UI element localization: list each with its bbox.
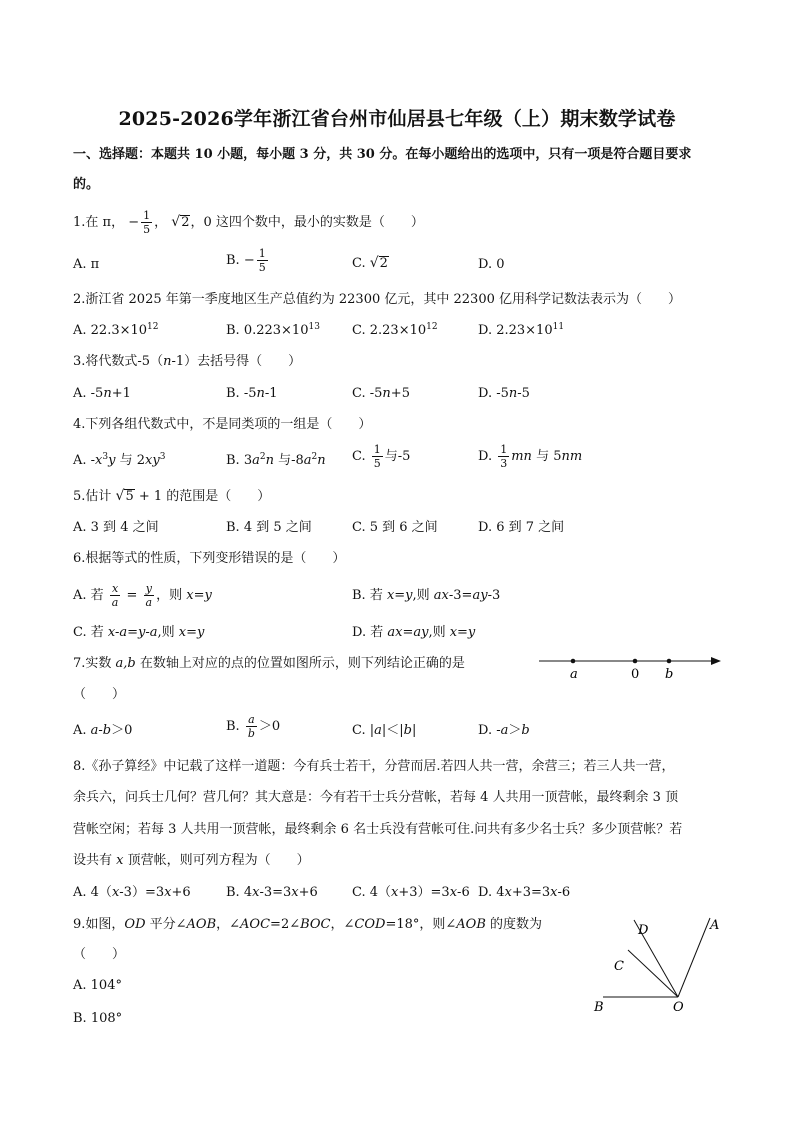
q9-option-b[interactable]: B. 108° bbox=[73, 1011, 123, 1026]
q4-a-xy: xy bbox=[145, 453, 160, 468]
q3-a-a: A. -5 bbox=[73, 386, 104, 401]
q2-c-exp: 12 bbox=[426, 322, 438, 332]
q7-answer-paren: （ ） bbox=[73, 687, 126, 702]
q9-text-e: ，∠ bbox=[330, 917, 355, 932]
q7-option-d[interactable] bbox=[478, 722, 530, 740]
q7-c-a: C. | bbox=[352, 723, 375, 738]
q7-d-b: ＞ bbox=[508, 723, 522, 738]
q1-text-a: 1.在 π， bbox=[73, 215, 129, 230]
q2-option-c[interactable] bbox=[352, 322, 438, 340]
q9-text-c: ，∠ bbox=[216, 917, 241, 932]
q7-b-num: a bbox=[246, 714, 257, 727]
q6-d-c: x=y bbox=[449, 625, 476, 640]
q8-c-a: C. 4（ bbox=[352, 885, 392, 900]
q3-text-a: 3.将代数式-5（ bbox=[73, 354, 164, 369]
q4-c-b: 与-5 bbox=[384, 449, 411, 464]
q6-a-d2: a bbox=[145, 596, 153, 609]
q2-option-a[interactable] bbox=[73, 322, 159, 340]
q1-sqrt: √2 bbox=[171, 214, 190, 230]
q6-option-a[interactable] bbox=[73, 583, 212, 608]
q4-d-mid: 与 5 bbox=[531, 449, 562, 464]
q6-a-d1: a bbox=[111, 596, 119, 609]
q7-option-b[interactable] bbox=[226, 714, 280, 739]
q8-b-c: +6 bbox=[298, 885, 318, 900]
section-1-instructions bbox=[73, 146, 691, 164]
q4-a-e1: 3 bbox=[102, 452, 109, 462]
q6-a-n2: y bbox=[144, 583, 155, 596]
q1-fraction bbox=[141, 210, 152, 235]
q2-b-exp: 13 bbox=[308, 322, 320, 332]
q6-a-b: ，则 bbox=[156, 588, 187, 603]
section-1-line-1: 一、选择题：本题共 10 小题，每小题 3 分，共 30 分。在每小题给出的选项中，只有一项是符合题目要求 bbox=[73, 147, 692, 162]
q4-b-e: 2 bbox=[259, 452, 266, 462]
q4-c-fraction bbox=[372, 444, 383, 469]
q1-frac-den: 5 bbox=[143, 223, 151, 236]
q6-a-a: A. 若 bbox=[73, 588, 108, 603]
q4-option-c[interactable] bbox=[352, 444, 410, 469]
q7-text-a: 7.实数 bbox=[73, 656, 116, 671]
point-a bbox=[571, 659, 576, 664]
ray-oa bbox=[678, 918, 710, 997]
q3-text-b: -1）去括号得（ ） bbox=[171, 354, 302, 369]
q7-c-c: | bbox=[412, 723, 417, 738]
q8-option-c[interactable] bbox=[352, 884, 470, 902]
q8-d-a: D. 4 bbox=[478, 885, 505, 900]
label-b: B bbox=[594, 1000, 604, 1015]
q2-c-base: C. 2.23×10 bbox=[352, 323, 427, 338]
q1-option-d[interactable]: D. 0 bbox=[478, 257, 505, 272]
label-o: O bbox=[673, 1000, 684, 1015]
q8-option-b[interactable] bbox=[226, 884, 318, 902]
q8-a-b: -3）=3 bbox=[119, 885, 165, 900]
q7-b-den: b bbox=[247, 727, 255, 740]
q1-option-c[interactable] bbox=[352, 254, 389, 273]
q2-d-exp: 11 bbox=[552, 322, 565, 332]
q6-c-c: x=y bbox=[178, 625, 205, 640]
q9-angle-figure bbox=[588, 910, 728, 1020]
q1-b-fraction bbox=[257, 248, 268, 273]
label-b: b bbox=[665, 667, 674, 682]
q6-option-c[interactable] bbox=[73, 624, 204, 642]
number-line-arrow bbox=[711, 657, 721, 665]
point-b bbox=[667, 659, 672, 664]
q7-c-v1: a bbox=[374, 723, 382, 738]
label-d: D bbox=[638, 923, 649, 938]
q4-a-x: x bbox=[95, 453, 103, 468]
q6-b-v: x=y bbox=[386, 588, 413, 603]
q8-c-v2: x bbox=[449, 885, 458, 900]
q8-l4-v: x bbox=[116, 853, 124, 868]
q1-c-sqrt-arg: 2 bbox=[379, 256, 388, 271]
q1-b-num: 1 bbox=[258, 247, 266, 260]
q1-frac-num: 1 bbox=[143, 209, 151, 222]
q9-cod: COD bbox=[354, 917, 386, 932]
q9-aob-2: AOB bbox=[456, 917, 486, 932]
q8-a-v: x bbox=[111, 885, 120, 900]
q4-b-v4: n bbox=[317, 453, 326, 468]
question-8-line-2: 余兵六，问兵士几何？营几何？其大意是：今有若干士兵分营帐，若每 4 人共用一顶营帐，最终剩余 3 顶 bbox=[73, 790, 679, 805]
q4-b-v1: a bbox=[252, 453, 260, 468]
q4-d-num: 1 bbox=[500, 443, 508, 456]
q7-b-a: B. bbox=[226, 719, 244, 734]
q7-b-fraction bbox=[246, 714, 257, 739]
q2-option-b[interactable] bbox=[226, 322, 320, 340]
q7-a-v: a-b bbox=[90, 723, 112, 738]
question-3-stem bbox=[73, 353, 301, 371]
q1-b-neg: − bbox=[243, 253, 255, 268]
q4-c-num: 1 bbox=[373, 443, 381, 456]
q6-d-b: ,则 bbox=[428, 625, 450, 640]
q8-d-c: -6 bbox=[557, 885, 571, 900]
q1-b-prefix: B. bbox=[226, 253, 244, 268]
q8-option-d[interactable] bbox=[478, 884, 570, 902]
q7-a-a: A. bbox=[73, 723, 91, 738]
q4-b-v3: a bbox=[303, 453, 312, 468]
q4-c-den: 5 bbox=[373, 457, 381, 470]
q7-d-v1: a bbox=[500, 723, 509, 738]
q8-a-a: A. 4（ bbox=[73, 885, 112, 900]
question-4-stem: 4.下列各组代数式中，不是同类项的一组是（ ） bbox=[73, 417, 372, 432]
question-9-stem bbox=[73, 916, 542, 934]
question-5-stem bbox=[73, 487, 270, 506]
q7-number-line bbox=[535, 648, 725, 682]
q3-option-b[interactable] bbox=[226, 385, 278, 403]
question-2-stem: 2.浙江省 2025 年第一季度地区生产总值约为 22300 亿元，其中 22300 亿用科学记数法表示为（ ） bbox=[73, 292, 681, 307]
q6-b-a: B. 若 bbox=[352, 588, 387, 603]
q9-text-d: =2∠ bbox=[270, 917, 301, 932]
q4-option-d[interactable] bbox=[478, 444, 582, 469]
section-1-instructions-cont bbox=[73, 176, 99, 194]
q6-b-f: -3 bbox=[487, 588, 501, 603]
label-c: C bbox=[614, 959, 624, 974]
q9-text-f: =18°，则∠ bbox=[385, 917, 457, 932]
question-8-line-1: 8.《孙子算经》中记载了这样一道题：今有兵士若干，分营而居.若四人共一营，余营三；若三人共一营， bbox=[73, 759, 675, 774]
q9-text-b: 平分∠ bbox=[145, 917, 187, 932]
q3-d-b: -5 bbox=[517, 386, 530, 401]
q3-c-b: +5 bbox=[390, 386, 410, 401]
q3-option-a[interactable] bbox=[73, 385, 131, 403]
q7-a-b: ＞0 bbox=[111, 723, 133, 738]
q8-d-b: +3=3 bbox=[511, 885, 551, 900]
question-1-stem bbox=[73, 210, 424, 235]
q2-option-d[interactable] bbox=[478, 322, 564, 340]
q9-text-a: 9.如图， bbox=[73, 917, 125, 932]
q8-a-c: +6 bbox=[171, 885, 191, 900]
q6-c-v: x-a=y-a bbox=[107, 625, 158, 640]
label-0: 0 bbox=[631, 667, 640, 682]
q8-c-c: -6 bbox=[457, 885, 470, 900]
q4-option-a[interactable] bbox=[73, 452, 165, 470]
q6-option-b[interactable] bbox=[352, 587, 500, 605]
q3-a-b: +1 bbox=[111, 386, 131, 401]
point-0 bbox=[633, 659, 638, 664]
section-1-line-2: 的。 bbox=[73, 177, 100, 192]
label-a: a bbox=[570, 667, 578, 682]
q1-option-a[interactable]: A. π bbox=[73, 257, 100, 272]
q9-aob: AOB bbox=[186, 917, 217, 932]
q4-c-a: C. bbox=[352, 449, 370, 464]
q9-od: OD bbox=[124, 917, 146, 932]
q2-d-base: D. 2.23×10 bbox=[478, 323, 553, 338]
q6-option-d[interactable] bbox=[352, 624, 475, 642]
q6-b-b: ,则 bbox=[412, 588, 434, 603]
q5-option-d[interactable]: D. 6 到 7 之间 bbox=[478, 520, 565, 535]
q8-option-a[interactable] bbox=[73, 884, 191, 902]
q1-c-prefix: C. bbox=[352, 256, 370, 271]
q6-c-a: C. 若 bbox=[73, 625, 108, 640]
q6-b-c: ax bbox=[433, 588, 449, 603]
q4-d-a: D. bbox=[478, 449, 497, 464]
q4-b-e2: 2 bbox=[311, 452, 318, 462]
q1-neg: − bbox=[128, 215, 140, 230]
label-a: A bbox=[710, 918, 720, 933]
q3-option-d[interactable] bbox=[478, 385, 530, 403]
ray-oc bbox=[628, 950, 678, 997]
q9-text-g: 的度数为 bbox=[485, 917, 543, 932]
q4-d-v: mn bbox=[511, 449, 532, 464]
q7-option-c[interactable] bbox=[352, 722, 416, 740]
q4-d-v2: nm bbox=[561, 449, 583, 464]
q6-a-eq: = bbox=[122, 588, 142, 603]
q2-b-base: B. 0.223×10 bbox=[226, 323, 309, 338]
q7-d-v2: b bbox=[521, 723, 530, 738]
q6-a-frac-1 bbox=[110, 583, 121, 608]
q5-option-b[interactable]: B. 4 到 5 之间 bbox=[226, 520, 312, 535]
question-7-stem bbox=[73, 655, 465, 673]
q3-option-c[interactable] bbox=[352, 385, 410, 403]
q4-a-mid: 与 2 bbox=[115, 453, 146, 468]
q5-option-a[interactable]: A. 3 到 4 之间 bbox=[73, 520, 159, 535]
q9-boc: BOC bbox=[300, 917, 331, 932]
q4-a-y: y bbox=[108, 453, 116, 468]
q8-a-v2: x bbox=[164, 885, 172, 900]
q6-d-a: D. 若 bbox=[352, 625, 388, 640]
q1-sqrt-arg: 2 bbox=[181, 215, 190, 230]
q4-a-e2: 3 bbox=[159, 452, 166, 462]
q8-l4-b: 顶营帐，则可列方程为（ ） bbox=[123, 853, 310, 868]
q4-d-fraction bbox=[498, 444, 509, 469]
q5-sqrt-arg: 5 bbox=[125, 489, 134, 504]
question-8-line-3: 营帐空闲；若每 3 人共用一顶营帐，最终剩余 6 名士兵没有营帐可住.问共有多少名士兵？多少顶营帐？若 bbox=[73, 822, 683, 837]
q8-b-v2: x bbox=[291, 885, 299, 900]
q4-a-a: A. - bbox=[73, 453, 96, 468]
q4-option-b[interactable] bbox=[226, 452, 326, 470]
q1-c-sqrt: √2 bbox=[369, 255, 388, 271]
q6-a-frac-2 bbox=[144, 583, 155, 608]
q7-text-b: 在数轴上对应的点的位置如图所示，则下列结论正确的是 bbox=[135, 656, 465, 671]
q3-a-v: n bbox=[103, 386, 112, 401]
q5-text-b: + 1 的范围是（ ） bbox=[134, 489, 271, 504]
q7-c-b: |＜| bbox=[381, 723, 404, 738]
q3-b-v: n bbox=[256, 386, 265, 401]
q1-sep: ， bbox=[154, 215, 172, 230]
q5-option-c[interactable]: C. 5 到 6 之间 bbox=[352, 520, 438, 535]
q8-c-v: x bbox=[391, 885, 399, 900]
q3-b-b: -1 bbox=[264, 386, 278, 401]
q9-option-a[interactable]: A. 104° bbox=[73, 978, 122, 993]
q3-c-a: C. -5 bbox=[352, 386, 383, 401]
q8-d-v: x bbox=[504, 885, 512, 900]
q8-b-a: B. 4 bbox=[226, 885, 253, 900]
q3-b-a: B. -5 bbox=[226, 386, 257, 401]
q3-c-v: n bbox=[382, 386, 391, 401]
q4-b-v2: n bbox=[265, 453, 274, 468]
question-6-stem: 6.根据等式的性质，下列变形错误的是（ ） bbox=[73, 551, 346, 566]
q3-var: n bbox=[163, 354, 172, 369]
q6-b-e: ay bbox=[472, 588, 488, 603]
q7-c-v2: b bbox=[403, 723, 412, 738]
q8-l4-a: 设共有 bbox=[73, 853, 117, 868]
q4-b-a: B. 3 bbox=[226, 453, 253, 468]
page-title: 2025-2026学年浙江省台州市仙居县七年级（上）期末数学试卷 bbox=[118, 108, 676, 130]
q7-option-a[interactable] bbox=[73, 722, 132, 740]
q1-b-den: 5 bbox=[258, 261, 266, 274]
q9-answer-paren: （ ） bbox=[73, 947, 126, 962]
q4-b-mid: 与-8 bbox=[273, 453, 304, 468]
q2-a-base: A. 22.3×10 bbox=[73, 323, 148, 338]
question-8-line-4 bbox=[73, 852, 310, 870]
q7-d-a: D. - bbox=[478, 723, 501, 738]
q7-b-b: ＞0 bbox=[258, 719, 281, 734]
q6-a-n1: x bbox=[110, 583, 121, 596]
q3-d-v: n bbox=[508, 386, 518, 401]
q6-c-b: ,则 bbox=[157, 625, 179, 640]
q8-b-b: -3=3 bbox=[259, 885, 292, 900]
q5-sqrt: √5 bbox=[115, 488, 134, 504]
q8-d-v2: x bbox=[550, 885, 558, 900]
q6-b-d: -3= bbox=[448, 588, 473, 603]
q7-vars: a,b bbox=[115, 656, 136, 671]
q8-c-b: +3）=3 bbox=[398, 885, 450, 900]
q8-b-v: x bbox=[252, 885, 260, 900]
q1-text-b: ，0 这四个数中，最小的实数是（ ） bbox=[190, 215, 424, 230]
q6-d-v: ax=ay bbox=[387, 625, 429, 640]
q9-aoc: AOC bbox=[240, 917, 271, 932]
q4-d-den: 3 bbox=[500, 457, 508, 470]
q5-text-a: 5.估计 bbox=[73, 489, 116, 504]
q3-d-a: D. -5 bbox=[478, 386, 509, 401]
q2-a-exp: 12 bbox=[147, 322, 159, 332]
q6-a-c: x=y bbox=[186, 588, 212, 603]
q1-option-b[interactable] bbox=[226, 248, 270, 273]
